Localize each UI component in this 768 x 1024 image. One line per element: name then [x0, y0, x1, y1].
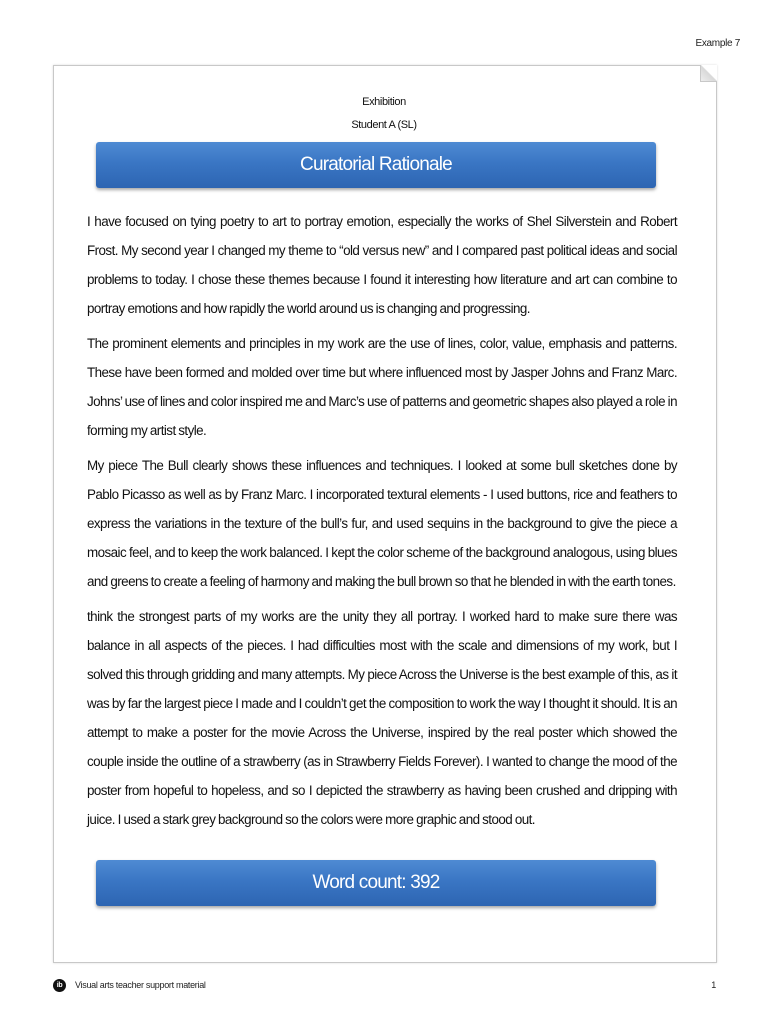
header-exhibition: Exhibition — [362, 96, 406, 108]
ib-logo-icon: ib — [53, 979, 66, 992]
paragraph-2: The prominent elements and principles in my work are the use of lines, color, value, emphasis and patterns. These have been formed and molded over time but where influenced most by Jasper Johns and Franz Marc. Johns’ use of lines and color inspired me and Marc’s use of patterns and geometric shapes also played a role in forming my artist style. — [87, 336, 677, 438]
rationale-body — [87, 207, 677, 840]
word-count-banner: Word count: 392 — [96, 860, 656, 906]
paragraph-4: think the strongest parts of my works are the unity they all portray. I worked hard to make sure there was balance in all aspects of the pieces. I had difficulties most with the scale and dimensions of my work, but I solved this through gridding and many attempts. My piece Across the Universe is the best example of this, as it was by far the largest piece I made and I couldn’t get the composition to work the way I thought it should. It is an attempt to make a poster for the movie Across the Universe, inspired by the real poster which showed the couple inside the outline of a strawberry (as in Strawberry Fields Forever). I wanted to change the mood of the poster from hopeful to hopeless, and so I depicted the strawberry as having been crushed and dripping with juice. I used a stark grey background so the colors were more graphic and stood out. — [87, 609, 677, 827]
footer-label: Visual arts teacher support material — [75, 980, 206, 990]
page-corner-fold — [700, 65, 717, 82]
curatorial-rationale-banner: Curatorial Rationale — [96, 142, 656, 188]
paragraph-1: I have focused on tying poetry to art to portray emotion, especially the works of Shel Silverstein and Robert Frost. My second year I changed my theme to “old versus new” and I compared past political ideas and social problems to today. I chose these themes because I found it interesting how literature and art can combine to portray emotions and how rapidly the world around us is changing and progressing. — [87, 214, 677, 316]
paragraph-3: My piece The Bull clearly shows these influences and techniques. I looked at some bull sketches done by Pablo Picasso as well as by Franz Marc. I incorporated textural elements - I used buttons, rice and feathers to express the variations in the texture of the bull’s fur, and used sequins in the background to give the piece a mosaic feel, and to keep the work balanced. I kept the color scheme of the background analogous, using blues and greens to create a feeling of harmony and making the bull brown so that he blended in with the earth tones. — [87, 458, 677, 589]
example-label: Example 7 — [695, 38, 740, 49]
header-student: Student A (SL) — [351, 119, 417, 131]
page-footer — [53, 978, 716, 998]
page-number: 1 — [711, 980, 716, 990]
